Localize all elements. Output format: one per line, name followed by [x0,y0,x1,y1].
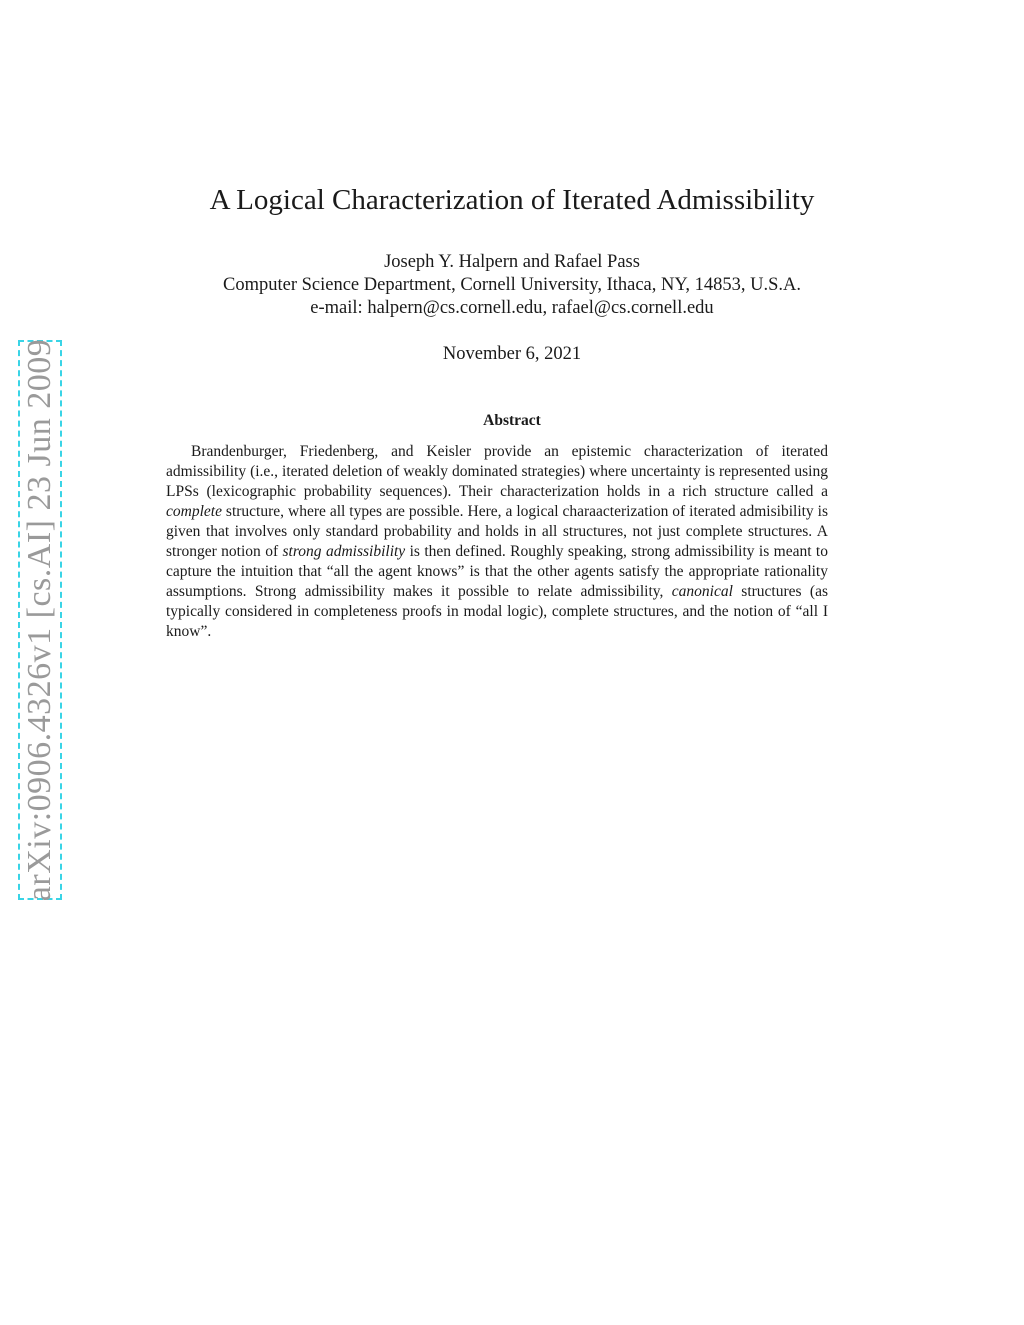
abstract-text-3: is then defined. Roughly speaking, strong admissibility is meant to capture the intuition that “all the agent knows” is that the other agents satisfy the appropriate rationality assumptions. Strong admissibility makes it possible to relate admissibility, [166,543,828,600]
abstract-text-1: Brandenburger, Friedenberg, and Keisler provide an epistemic characterization of iterated admissibility (i.e., iterated deletion of weakly dominated strategies) where uncertainty is represented using LPSs (lexicographic probability sequences). Their characterization holds in a rich structure called a [166,443,828,500]
abstract-term-complete: complete [166,503,222,520]
paper-date: November 6, 2021 [442,344,582,364]
paper-authors: Joseph Y. Halpern and Rafael Pass [384,252,640,272]
abstract-term-strong-admissibility: strong admissibility [282,543,406,560]
abstract-body [166,442,828,642]
paper-title: A Logical Characterization of Iterated Admissibility [209,184,815,216]
abstract-text-4: structures (as typically considered in completeness proofs in modal logic), complete structures, and the notion of “all I know”. [166,583,828,640]
paper-email: e-mail: halpern@cs.cornell.edu, rafael@cs.cornell.edu [310,298,714,318]
arxiv-identifier-text: arXiv:0906.4326v1 [cs.AI] 23 Jun 2009 [21,338,58,902]
abstract-term-canonical: canonical [671,583,733,600]
abstract-heading: Abstract [483,412,541,429]
paper-affiliation: Computer Science Department, Cornell University, Ithaca, NY, 14853, U.S.A. [222,275,801,295]
abstract-text-2: structure, where all types are possible. Here, a logical charaacterization of iterated admisibility is given that involves only standard probability and holds in all structures, not just complete structures. A stronger notion of [166,503,828,560]
